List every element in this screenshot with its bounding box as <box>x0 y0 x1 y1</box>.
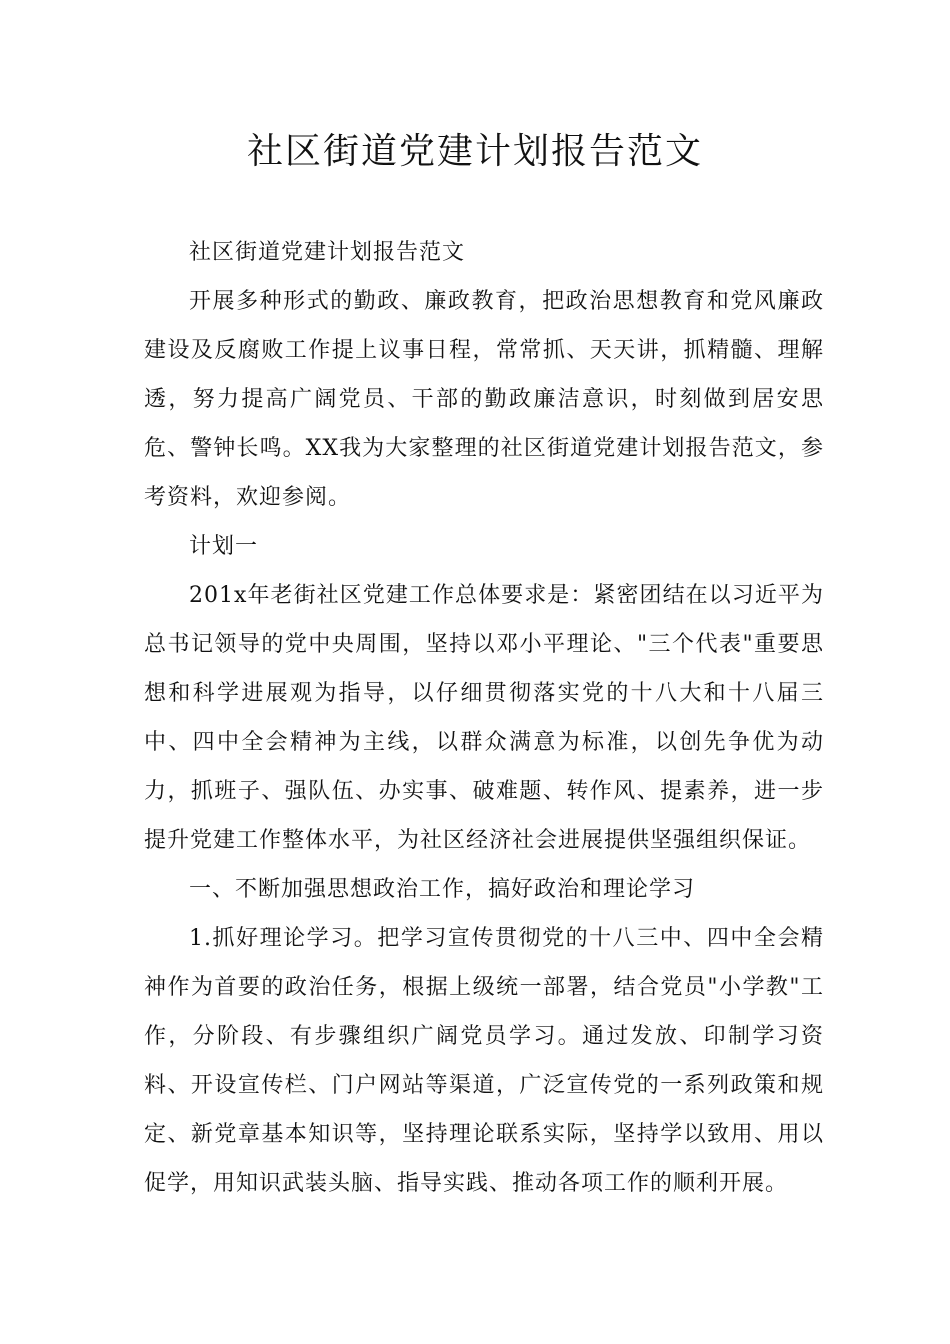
document-body <box>144 228 824 1208</box>
document-title: 社区街道党建计划报告范文 <box>246 131 703 172</box>
subtitle-paragraph: 社区街道党建计划报告范文 <box>189 240 466 265</box>
theory-study-paragraph: 1.抓好理论学习。把学习宣传贯彻党的十八三中、四中全会精神作为首要的政治任务，根据上级统一部署，结合党员"小学教"工作，分阶段、有步骤组织广阔党员学习。通过发放、印制学习资料、开设宣传栏、门户网站等渠道，广泛宣传党的一系列政策和规定、新党章基本知识等，坚持理论联系实际，坚持学以致用、用以促学，用知识武装头脑、指导实践、推动各项工作的顺利开展。 <box>144 926 824 1196</box>
section-heading-political-work: 一、不断加强思想政治工作，搞好政治和理论学习 <box>189 877 696 902</box>
overall-requirements-paragraph: 201x年老街社区党建工作总体要求是：紧密团结在以习近平为总书记领导的党中央周围，坚持以邓小平理论、"三个代表"重要思想和科学进展观为指导，以仔细贯彻落实党的十八大和十八届三中、四中全会精神为主线，以群众满意为标准，以创先争优为动力，抓班子、强队伍、办实事、破难题、转作风、提素养，进一步提升党建工作整体水平，为社区经济社会进展提供坚强组织保证。 <box>144 583 824 853</box>
section-heading-plan-one: 计划一 <box>189 534 259 559</box>
intro-paragraph: 开展多种形式的勤政、廉政教育，把政治思想教育和党风廉政建设及反腐败工作提上议事日程，常常抓、天天讲，抓精髓、理解透，努力提高广阔党员、干部的勤政廉洁意识，时刻做到居安思危、警钟长鸣。XX我为大家整理的社区街道党建计划报告范文，参考资料，欢迎参阅。 <box>144 289 824 510</box>
